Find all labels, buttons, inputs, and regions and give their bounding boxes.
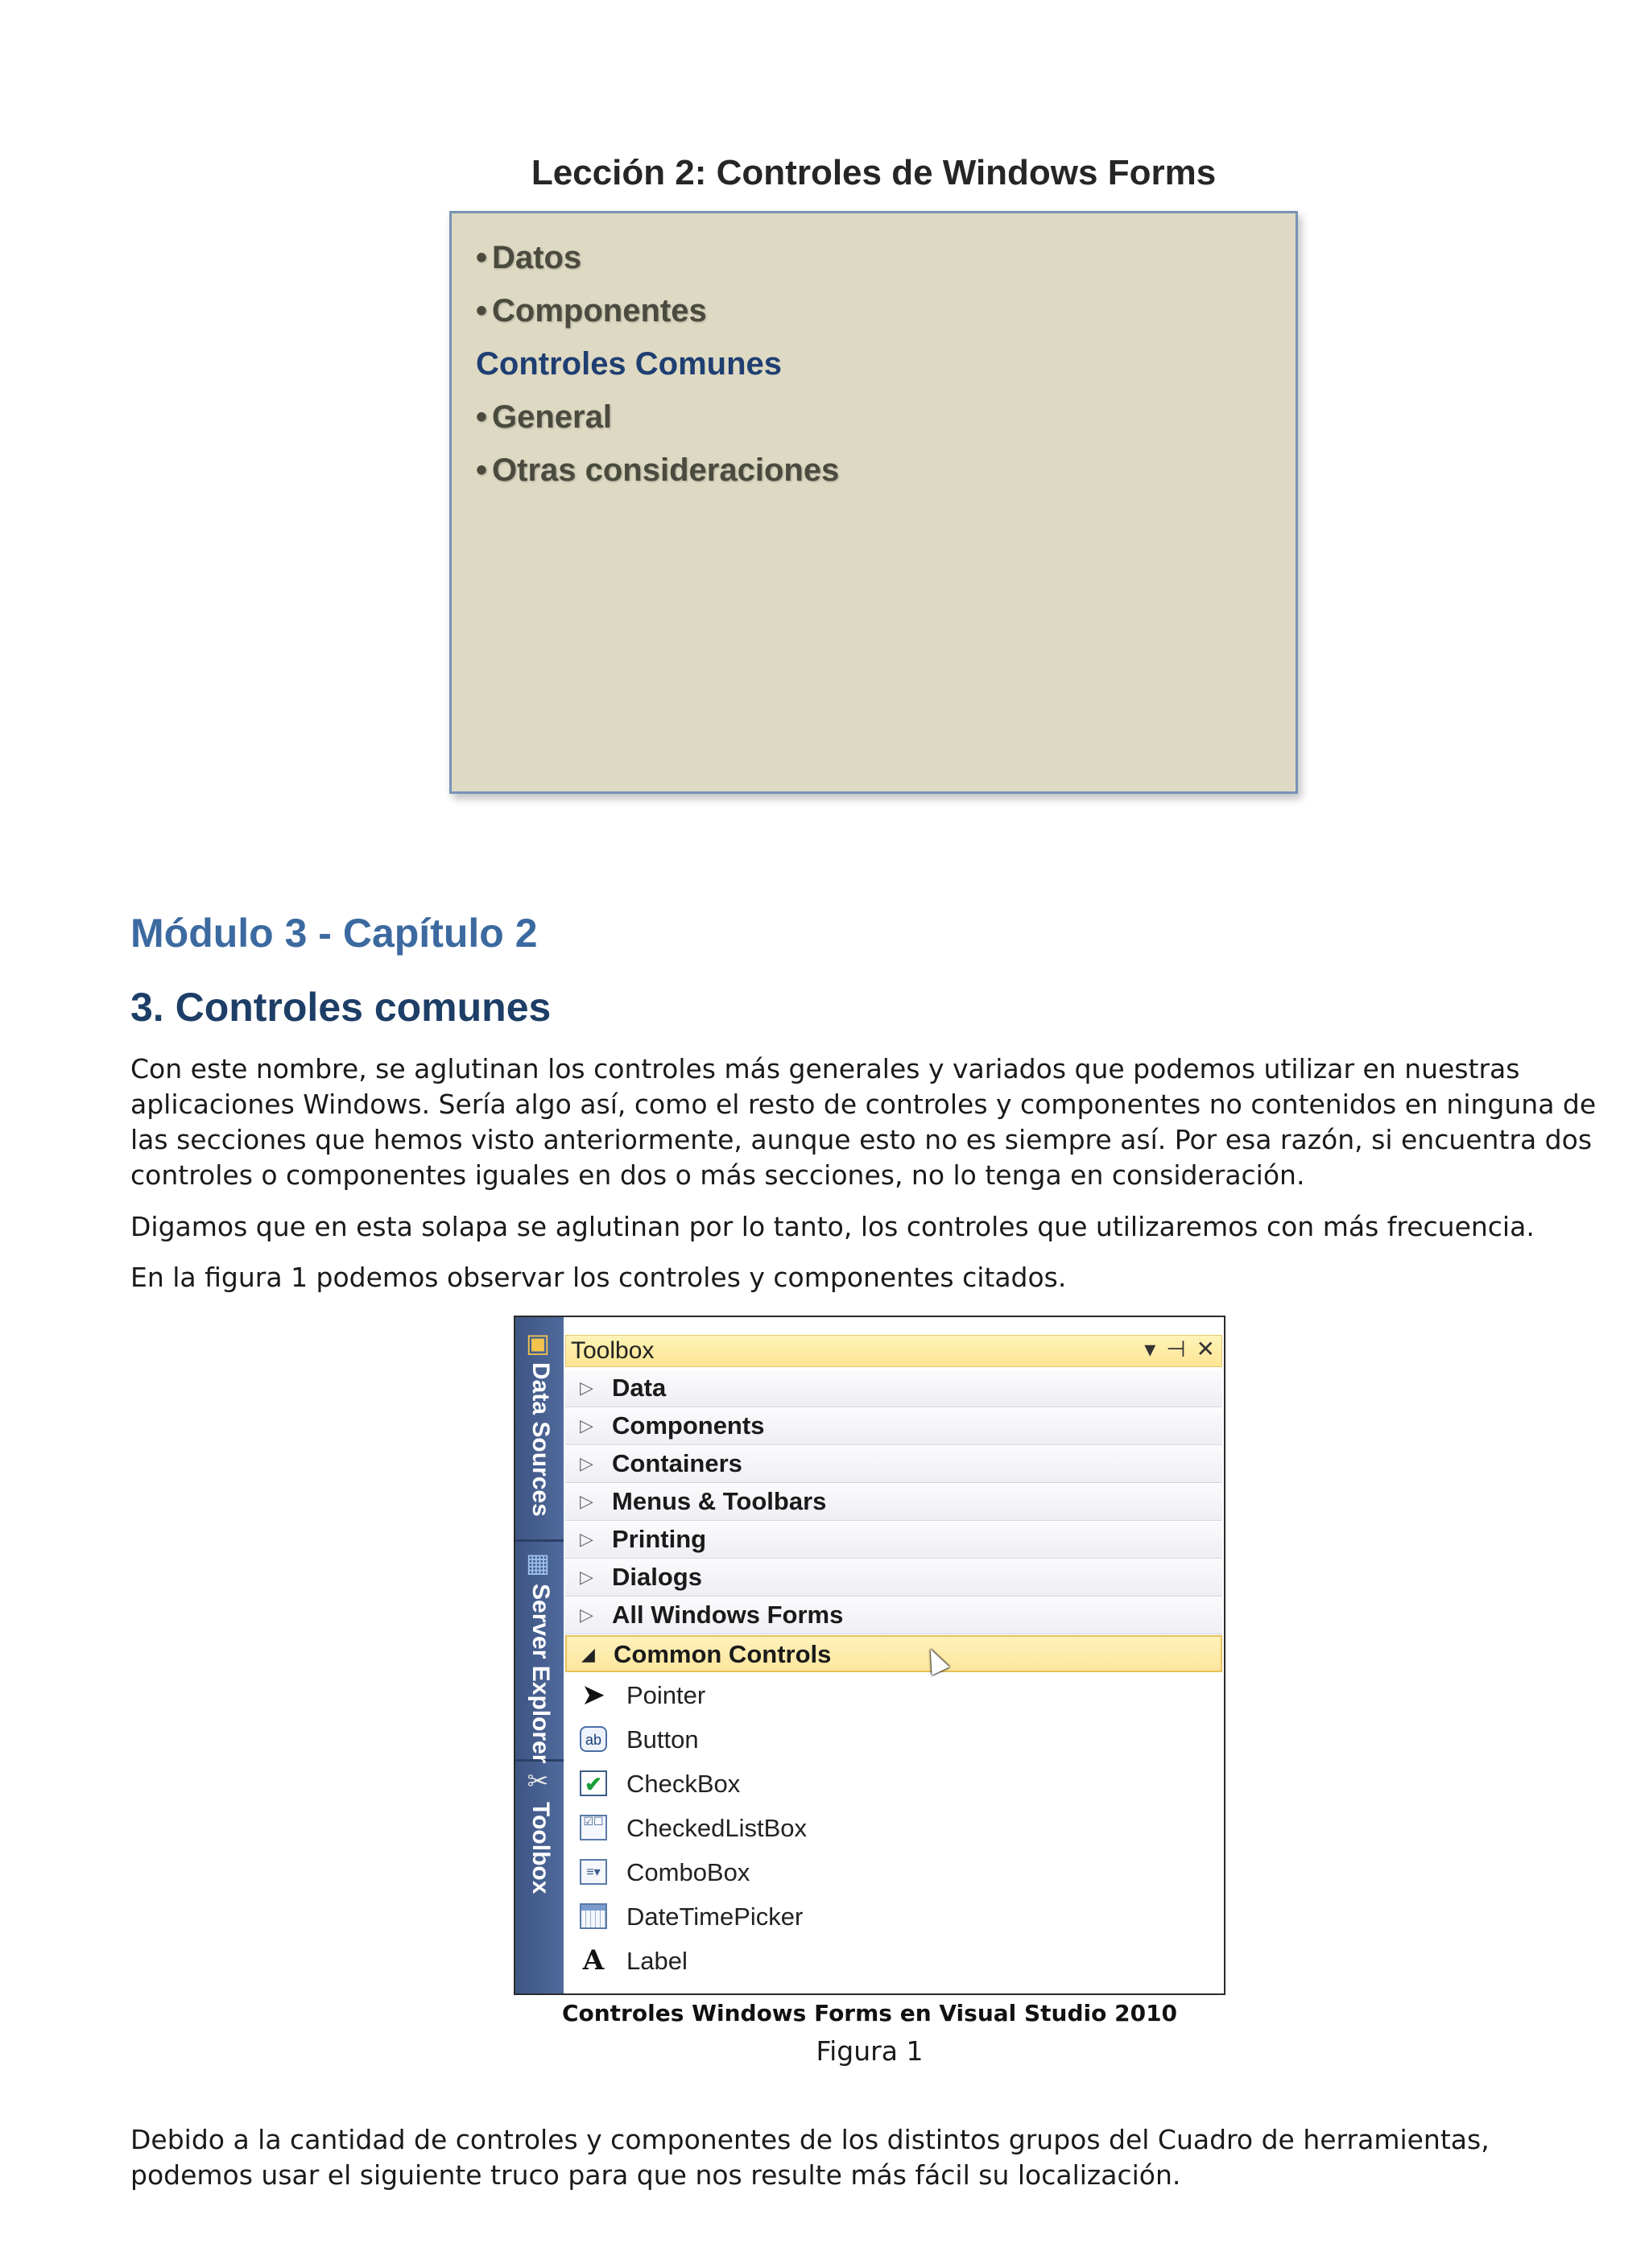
toolbox-screenshot <box>514 1316 1225 1995</box>
figure-caption: Controles Windows Forms en Visual Studio 2010 <box>561 2000 1178 2026</box>
slide-item-controles-comunes <box>476 337 839 390</box>
slide-box <box>449 211 1298 794</box>
expand-arrow-icon: ▷ <box>580 1529 593 1549</box>
ide-sidebar <box>515 1317 564 1993</box>
server-explorer-icon: ▦ <box>525 1547 551 1578</box>
slide-item-label: General <box>492 399 612 435</box>
slide-item-general <box>476 390 839 444</box>
sidebar-tab-data-sources[interactable] <box>515 1317 564 1542</box>
pointer-icon: ➤ <box>581 1678 606 1711</box>
toolbox-item-label: CheckBox <box>626 1770 741 1798</box>
button-icon: ab <box>580 1726 607 1752</box>
slide-item-label: Componentes <box>492 293 707 328</box>
figure-number: Figura 1 <box>816 2035 924 2067</box>
bullet: • <box>476 452 488 488</box>
category-label: Components <box>612 1411 765 1440</box>
toolbox-category-all-windows-forms[interactable] <box>565 1597 1222 1634</box>
expand-arrow-icon: ▷ <box>580 1453 593 1473</box>
expand-arrow-icon: ▷ <box>580 1415 593 1436</box>
toolbox-item-checkedlistbox[interactable] <box>565 1806 1222 1850</box>
toolbox-item-pointer[interactable] <box>565 1673 1222 1717</box>
toolbox-header <box>565 1335 1222 1367</box>
tools-icon: ✂ <box>527 1766 549 1796</box>
data-sources-icon: ▣ <box>525 1328 551 1358</box>
slide-item-otras <box>476 444 839 497</box>
expand-arrow-icon: ▷ <box>580 1605 593 1625</box>
paragraph-figure-ref: En la figura 1 podemos observar los controles y componentes citados. <box>130 1262 1067 1293</box>
toolbox-item-label[interactable] <box>565 1939 1222 1983</box>
expand-arrow-icon: ▷ <box>580 1378 593 1398</box>
sidebar-tab-server-explorer[interactable] <box>515 1542 564 1762</box>
slide-item-label: Otras consideraciones <box>492 452 840 488</box>
sidebar-tab-label: Server Explorer <box>527 1584 554 1764</box>
paragraph-intro: Con este nombre, se aglutinan los controles más generales y variados que podemos utilizar en nuestras aplicaciones Windows. Sería algo así, como el resto de controles y componentes no contenidos en ninguna de las secciones que hemos visto anteriormente, aunque esto no es siempre así. Por esa razón, si encuentra dos controles o componentes iguales en dos o más secciones, no lo tenga en consideración. <box>130 1053 1597 1191</box>
toolbox-item-label: Pointer <box>626 1681 706 1709</box>
slide-item-label: Datos <box>492 240 582 275</box>
toolbox-item-button[interactable] <box>565 1717 1222 1762</box>
combobox-icon: ≡▾ <box>580 1859 607 1885</box>
category-label: Data <box>612 1374 667 1402</box>
expand-arrow-icon: ▷ <box>580 1491 593 1511</box>
toolbox-item-label: Button <box>626 1725 699 1754</box>
toolbox-category-containers[interactable] <box>565 1446 1222 1483</box>
toolbox-category-components[interactable] <box>565 1408 1222 1445</box>
collapse-arrow-icon: ◢ <box>581 1644 595 1664</box>
bullet: • <box>476 240 488 275</box>
bullet: • <box>476 399 488 435</box>
toolbox-category-dialogs[interactable] <box>565 1560 1222 1597</box>
toolbox-item-label: Label <box>626 1947 688 1975</box>
sidebar-tab-toolbox[interactable] <box>515 1762 564 1907</box>
checkedlistbox-icon: ☑☐ <box>580 1815 607 1840</box>
category-label: Common Controls <box>614 1640 832 1668</box>
bullet: • <box>476 293 488 328</box>
toolbox-item-combobox[interactable] <box>565 1850 1222 1894</box>
slide-title: Lección 2: Controles de Windows Forms <box>531 153 1217 192</box>
toolbox-category-common-controls[interactable] <box>565 1635 1222 1672</box>
toolbox-item-datetimepicker[interactable] <box>565 1894 1222 1939</box>
toolbox-item-label: ComboBox <box>626 1858 750 1886</box>
category-label: All Windows Forms <box>612 1601 844 1629</box>
toolbox-category-menus-toolbars[interactable] <box>565 1484 1222 1521</box>
toolbox-category-data[interactable] <box>565 1370 1222 1407</box>
toolbox-title: Toolbox <box>571 1337 655 1364</box>
toolbox-list <box>565 1370 1222 1983</box>
toolbox-item-label: DateTimePicker <box>626 1902 804 1931</box>
category-label: Menus & Toolbars <box>612 1487 827 1515</box>
toolbox-item-label: CheckedListBox <box>626 1814 808 1842</box>
toolbox-item-checkbox[interactable] <box>565 1762 1222 1806</box>
paragraph-trick: Debido a la cantidad de controles y componentes de los distintos grupos del Cuadro de herramientas, podemos usar el siguiente truco para que nos resulte más fácil su localización. <box>130 2124 1490 2191</box>
label-icon: A <box>582 1944 605 1977</box>
slide-outline <box>476 231 839 497</box>
mouse-cursor-icon <box>922 1645 949 1675</box>
checkbox-icon: ✔ <box>580 1770 607 1796</box>
module-title: Módulo 3 - Capítulo 2 <box>130 911 538 956</box>
datetimepicker-icon <box>580 1903 607 1929</box>
expand-arrow-icon: ▷ <box>580 1567 593 1587</box>
section-title: 3. Controles comunes <box>130 985 552 1030</box>
slide-item-datos <box>476 231 839 284</box>
paragraph-frequency: Digamos que en esta solapa se aglutinan por lo tanto, los controles que utilizaremos con más frecuencia. <box>130 1211 1535 1242</box>
category-label: Dialogs <box>612 1563 702 1591</box>
toolbox-window-controls[interactable]: ▾ ⊣ ✕ <box>1144 1336 1217 1362</box>
toolbox-category-printing[interactable] <box>565 1522 1222 1559</box>
slide-item-label: Controles Comunes <box>476 346 783 382</box>
sidebar-tab-label: Data Sources <box>527 1362 554 1517</box>
category-label: Printing <box>612 1525 707 1553</box>
sidebar-tab-label: Toolbox <box>527 1802 554 1894</box>
slide-item-componentes <box>476 284 839 337</box>
category-label: Containers <box>612 1449 742 1477</box>
